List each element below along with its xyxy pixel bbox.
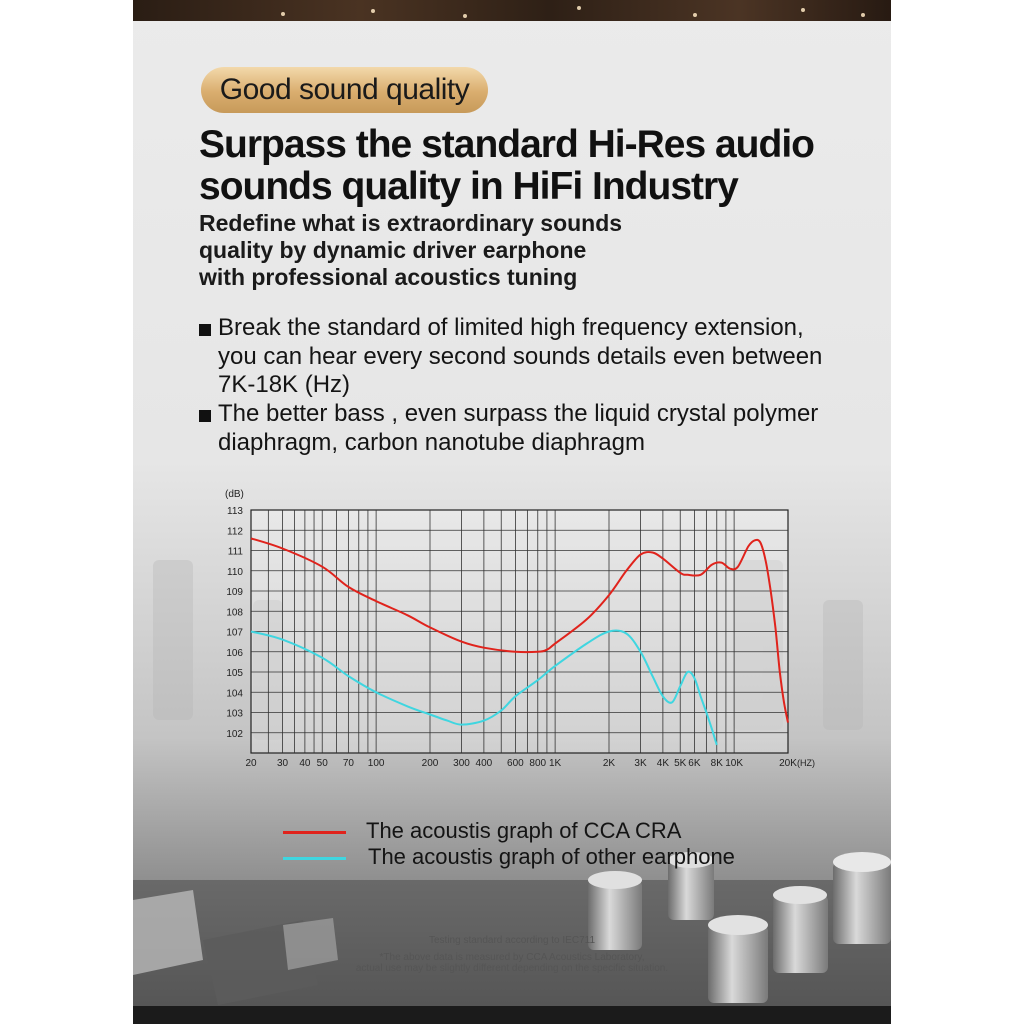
subheadline-line: quality by dynamic driver earphone [199, 237, 587, 263]
y-tick-label: 103 [226, 708, 243, 720]
feature-bullet-bass [197, 400, 877, 457]
headline-line: Surpass the standard Hi-Res audio [199, 123, 814, 166]
x-tick-label: 6K [688, 758, 701, 769]
x-tick-label: 600 [507, 758, 524, 769]
subheadline [199, 210, 819, 291]
footnote-line: Testing standard according to IEC711 [428, 935, 596, 946]
x-tick-label: 20K [779, 758, 797, 769]
square-bullet-icon [199, 410, 211, 422]
product-panel [133, 0, 891, 1024]
headline-line: sounds quality in HiFi Industry [199, 165, 738, 208]
x-tick-label: 8K [710, 758, 723, 769]
y-tick-label: 108 [226, 607, 243, 619]
headline [199, 124, 879, 208]
x-tick-label: 400 [475, 758, 493, 769]
y-tick-label: 110 [227, 566, 243, 578]
x-tick-label: 800 [529, 758, 547, 769]
x-tick-label: 5K [674, 758, 687, 769]
y-tick-label: 104 [226, 688, 243, 700]
square-bullet-icon [199, 324, 211, 336]
y-tick-label: 113 [227, 506, 243, 517]
bullet-text: Break the standard of limited high frequency extension, you can hear every second sounds details even between 7K-18K (Hz) [218, 314, 823, 398]
legend-label: The acoustis graph of other earphone [368, 844, 735, 869]
x-tick-label: 70 [342, 758, 354, 769]
x-tick-label: 40 [299, 758, 311, 769]
x-tick-label: 20 [245, 758, 257, 769]
x-tick-label: 200 [421, 758, 439, 769]
bullet-text: The better bass , even surpass the liquid crystal polymer diaphragm, carbon nanotube diaphragm [218, 400, 819, 456]
legend-swatch-cyan [283, 857, 346, 860]
y-tick-label: 109 [226, 587, 243, 598]
feature-badge: Good sound quality [201, 67, 488, 113]
subheadline-line: Redefine what is extraordinary sounds [199, 210, 623, 236]
x-tick-label: 30 [276, 758, 289, 769]
footnote-line: actual use may be slightly different depending on the specific situation. [355, 963, 669, 974]
footnote-line: *The above data is measured by CCA Acoustics Laboratory, [379, 951, 645, 963]
y-tick-label: 112 [227, 526, 243, 538]
x-tick-label: 2K [602, 758, 616, 769]
frequency-response-chart [133, 480, 891, 780]
y-tick-label: 106 [226, 647, 243, 659]
y-tick-label: 105 [226, 668, 243, 679]
feature-bullet-high-frequency [197, 314, 877, 400]
x-axis-unit: (HZ) [797, 758, 815, 768]
decorative-bottom-band [133, 1006, 891, 1024]
x-tick-label: 50 [316, 758, 328, 769]
test-footnote [133, 935, 891, 975]
y-tick-label: 107 [226, 627, 243, 639]
legend-label: The acoustis graph of CCA CRA [366, 818, 682, 843]
y-tick-label: 111 [227, 546, 243, 558]
x-tick-label: 1K [548, 758, 562, 769]
x-tick-label: 4K [656, 758, 670, 769]
y-axis-label: (dB) [225, 489, 244, 500]
x-tick-label: 300 [453, 758, 470, 769]
subheadline-line: with professional acoustics tuning [199, 264, 578, 290]
x-tick-label: 3K [634, 758, 647, 769]
x-tick-label: 10K [725, 758, 744, 769]
x-tick-label: 100 [367, 758, 385, 769]
legend-swatch-red [283, 831, 346, 834]
y-tick-label: 102 [226, 728, 243, 740]
